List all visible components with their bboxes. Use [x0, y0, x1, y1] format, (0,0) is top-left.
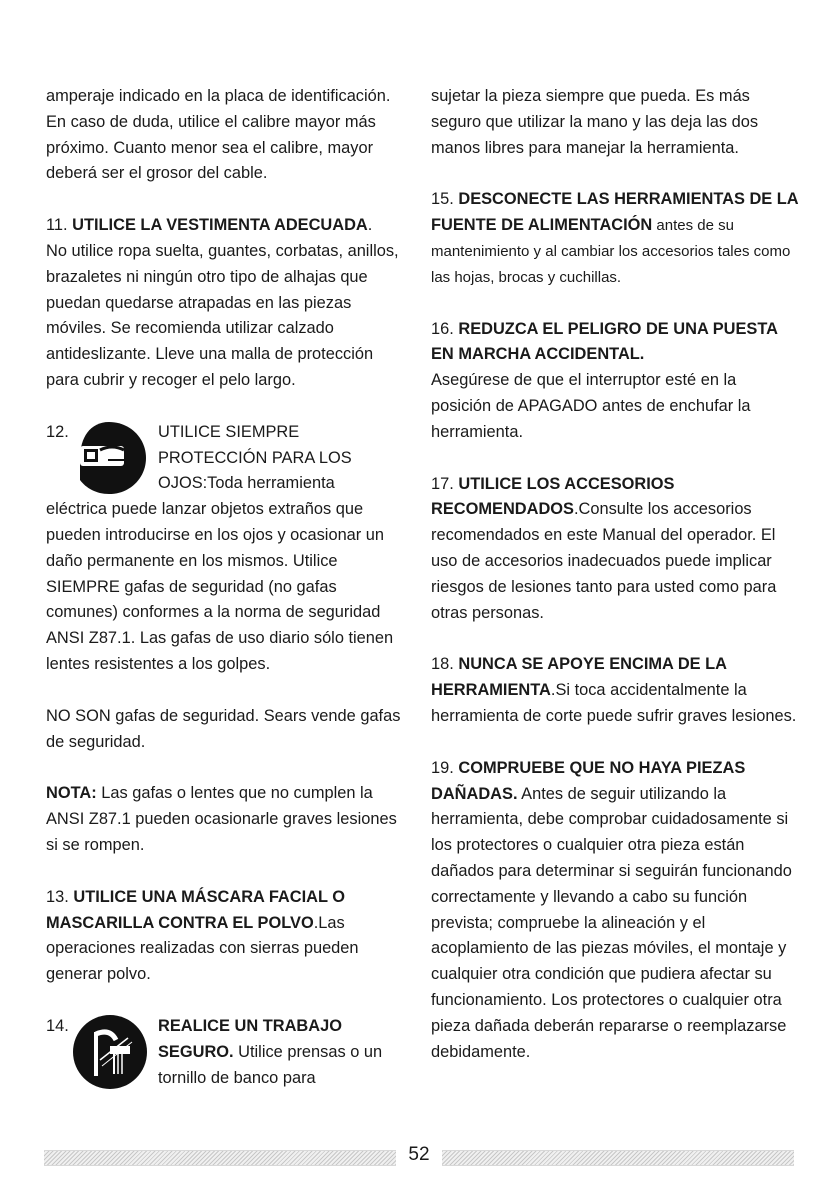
section-number: 14. — [46, 1016, 69, 1035]
section-11 — [46, 213, 408, 394]
section-number: 15. — [431, 190, 454, 209]
right-column — [431, 84, 799, 1065]
section-body: antes de su mantenimiento y al cambiar los accesorios tales como las hojas, brocas y cuchillas. — [431, 217, 791, 286]
note-label: NOTA: — [46, 784, 97, 803]
section-body: eléctrica puede lanzar objetos extraños que pueden introducirse en los ojos y ocasionar un daño permanente en los mismos. Utilice SIEMPRE gafas de seguridad (no gafas comunes) conformes a la norma de seguridad ANSI Z87.1. Las gafas de uso diario sólo tienen lentes resistentes a los golpes. — [46, 500, 394, 673]
section-title: NUNCA SE APOYE ENCIMA DE LA HERRAMIENTA — [431, 655, 727, 700]
section-number: 13. — [46, 887, 69, 906]
section-19 — [431, 756, 799, 1066]
section-body: No utilice ropa suelta, guantes, corbatas, anillos, brazaletes ni ningún otro tipo de alhajas que puedan quedarse atrapadas en las piezas móviles. Se recomienda utilizar calzado antideslizante. Lleve una malla de protección para cubrir y recoger el pelo largo. — [46, 241, 399, 389]
section-body: .Las operaciones realizadas con sierras pueden generar polvo. — [46, 913, 359, 984]
section-body: .Si toca accidentalmente la herramienta de corte puede sufrir graves lesiones. — [431, 681, 797, 725]
section-number: 18. — [431, 655, 454, 674]
page-footer — [44, 1146, 794, 1166]
section-12-heading: UTILICE SIEMPRE PROTECCIÓN PARA LOS OJOS:Toda herramienta — [158, 422, 352, 493]
section-number: 17. — [431, 474, 454, 493]
continued-paragraph: sujetar la pieza siempre que pueda. Es más seguro que utilizar la mano y las deja las dos manos libres para manejar la herramienta. — [431, 87, 759, 157]
section-body: Utilice prensas o un tornillo de banco para — [158, 1042, 383, 1087]
section-title: REDUZCA EL PELIGRO DE UNA PUESTA EN MARCHA ACCIDENTAL. — [431, 319, 778, 364]
note-body: Las gafas o lentes que no cumplen la ANSI Z87.1 pueden ocasionarle graves lesiones si se rompen. — [46, 784, 397, 854]
section-15 — [431, 187, 799, 290]
section-number: 16. — [431, 319, 454, 338]
section-title: UTILICE LOS ACCESORIOS RECOMENDADOS — [431, 474, 675, 519]
left-column — [46, 84, 408, 1091]
section-title: COMPRUEBE QUE NO HAYA PIEZAS DAÑADAS. — [431, 758, 746, 803]
section-18 — [431, 652, 799, 729]
note — [46, 781, 408, 858]
section-body: Asegúrese de que el interruptor esté en la posición de APAGADO antes de enchufar la herramienta. — [431, 371, 751, 441]
section-13 — [46, 885, 408, 988]
footer-bar-left — [44, 1150, 396, 1166]
section-number: 12. — [46, 422, 69, 441]
section-title: DESCONECTE LAS HERRAMIENTAS DE LA FUENTE DE ALIMENTACIÓN — [431, 190, 799, 235]
continued-paragraph: amperaje indicado en la placa de identificación. En caso de duda, utilice el calibre mayor más próximo. Cuanto menor sea el calibre, mayor deberá ser el grosor del cable. — [46, 87, 391, 183]
section-body: Antes de seguir utilizando la herramienta, debe comprobar cuidadosamente si los protectores o cualquier otra pieza están dañados para determinar si seguirán funcionando correctamente y llevando a cabo su función prevista; compruebe la alineación y el acoplamiento de las piezas móviles, el montaje y cualquier otra condición que pudiera afectar su funcionamiento. Los protectores o cualquier otra pieza dañada deberán repararse o reemplazarse debidamente. — [431, 784, 792, 1061]
section-16 — [431, 317, 799, 446]
paragraph: NO SON gafas de seguridad. Sears vende gafas de seguridad. — [46, 706, 401, 751]
section-number: 19. — [431, 758, 454, 777]
section-title-period: . — [367, 216, 373, 235]
footer-bar-right — [442, 1150, 794, 1166]
clamp-icon — [70, 1010, 150, 1101]
section-number: 11. — [46, 216, 68, 235]
section-17 — [431, 472, 799, 627]
section-title: UTILICE UNA MÁSCARA FACIAL O MASCARILLA CONTRA EL POLVO — [46, 887, 346, 932]
page-number: 52 — [408, 1144, 430, 1165]
section-body: .Consulte los accesorios recomendados en este Manual del operador. El uso de accesorios inadecuados puede implicar riesgos de lesiones tanto para usted como para otras personas. — [431, 500, 777, 622]
section-14 — [46, 1014, 408, 1091]
section-12 — [46, 420, 408, 678]
section-title: REALICE UN TRABAJO SEGURO. — [158, 1016, 342, 1061]
section-title: UTILICE LA VESTIMENTA ADECUADA — [72, 216, 368, 235]
safety-glasses-icon — [68, 418, 150, 507]
